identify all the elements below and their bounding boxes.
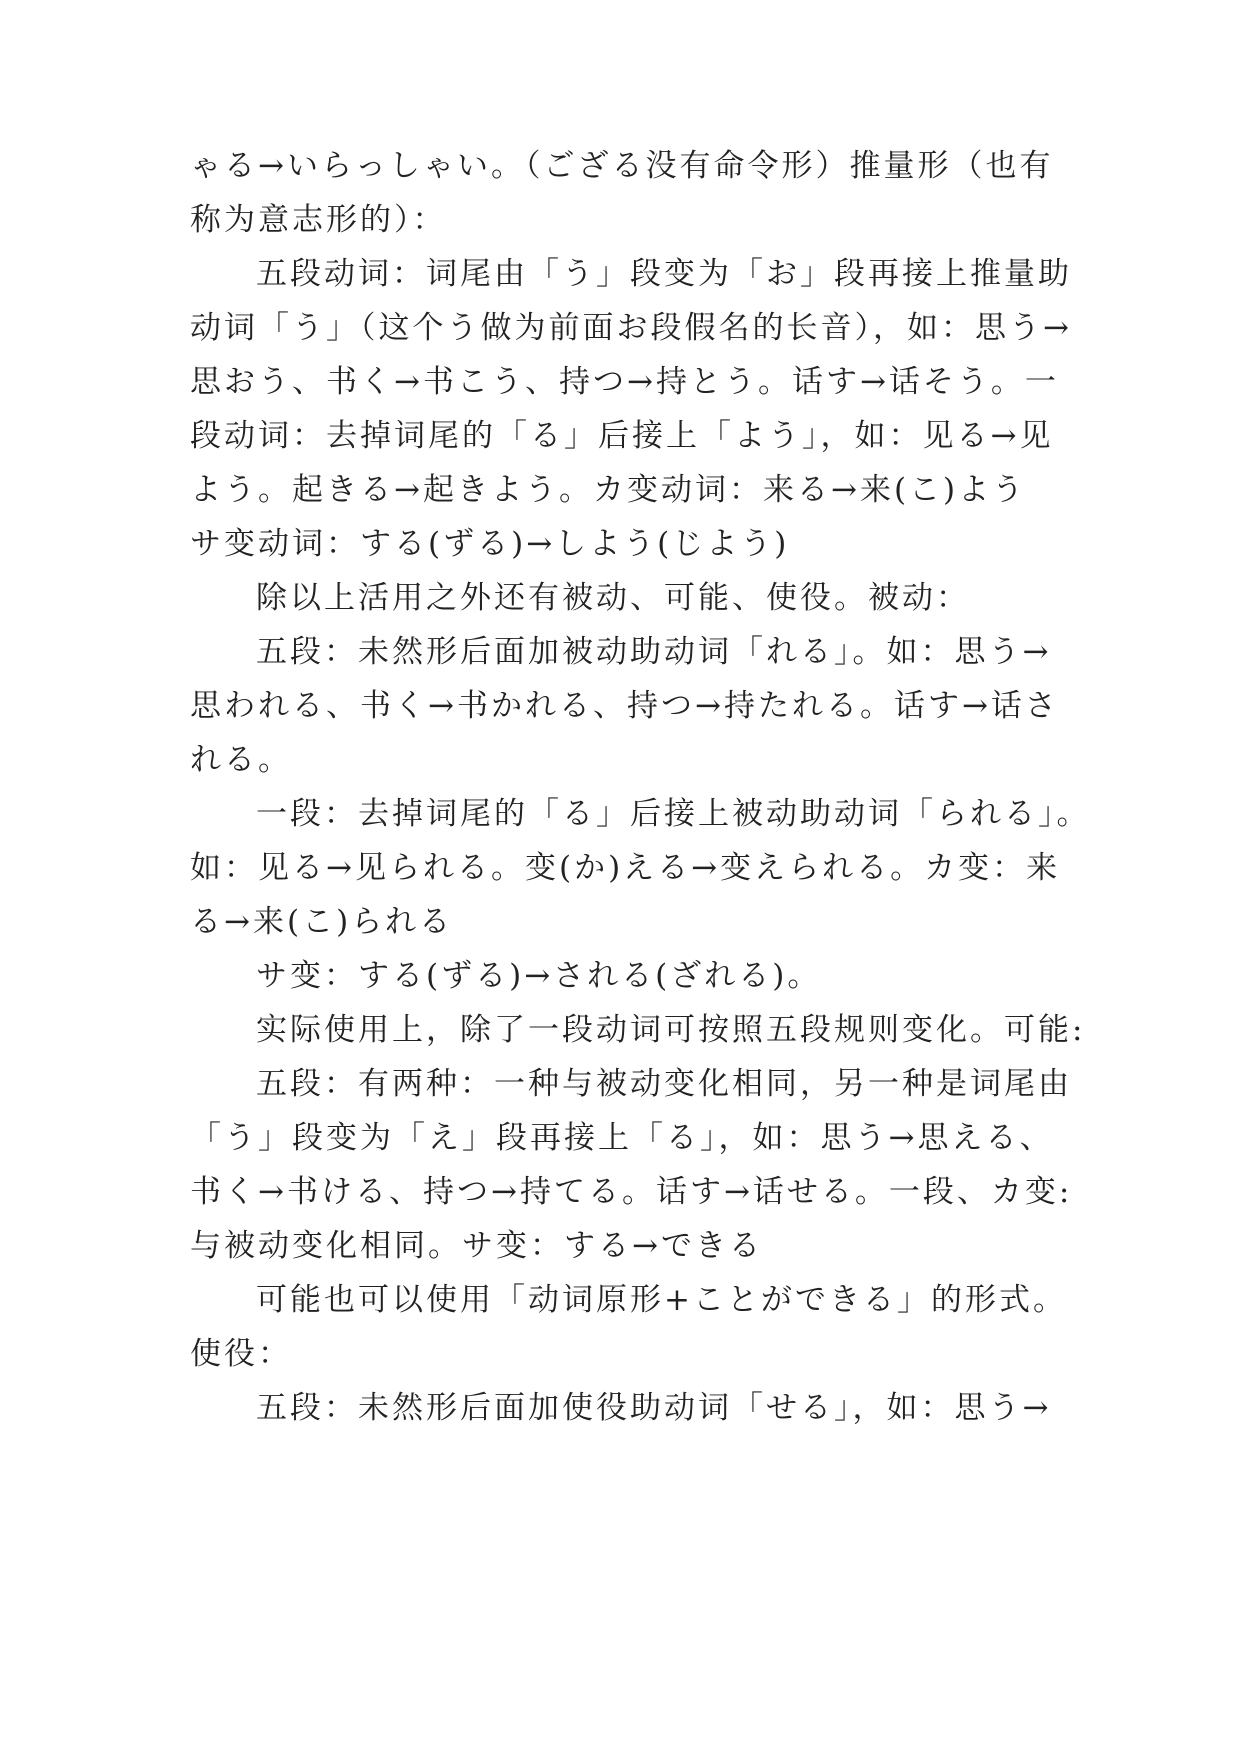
text-line: よう。起きる→起きよう。カ变动词：来る→来(こ)よう <box>190 472 1027 508</box>
text-line: 五段动词：词尾由「う」段变为「お」段再接上推量助 <box>256 256 1072 292</box>
text-line: 五段：未然形后面加被动助动词「れる」。如：思う→ <box>256 634 1052 670</box>
text-line: 书く→书ける、持つ→持てる。话す→话せる。一段、カ变: <box>190 1174 1073 1210</box>
text-line: サ变动词：する(ずる)→しよう(じよう) <box>190 526 790 562</box>
text-line: 实际使用上，除了一段动词可按照五段规则变化。可能: <box>256 1012 1086 1048</box>
text-line: 五段：有两种：一种与被动变化相同，另一种是词尾由 <box>256 1066 1072 1102</box>
text-line: 称为意志形的）： <box>190 202 447 238</box>
text-line: れる。 <box>190 742 292 778</box>
text-line: ゃる→いらっしゃい。（ござる没有命令形）推量形（也有 <box>190 148 1054 184</box>
text-line: 动词「う」（这个う做为前面お段假名的长音），如：思う→ <box>190 310 1072 346</box>
text-line: 「う」段变为「え」段再接上「る」，如：思う→思える、 <box>190 1120 1054 1156</box>
text-line: 五段：未然形后面加使役助动词「せる」，如：思う→ <box>256 1390 1052 1426</box>
text-line: 除以上活用之外还有被动、可能、使役。被动： <box>256 580 970 616</box>
text-line: 如：见る→见られる。变(か)える→变えられる。カ变：来 <box>190 850 1061 886</box>
text-line: 与被动变化相同。サ变：する→できる <box>190 1228 763 1264</box>
text-line: 使役： <box>190 1336 292 1372</box>
text-line: 思われる、书く→书かれる、持つ→持たれる。话す→话さ <box>190 688 1059 724</box>
text-line: 一段：去掉词尾的「る」后接上被动助动词「られる」。 <box>256 796 1091 832</box>
text-line: 可能也可以使用「动词原形+ことができる」的形式。 <box>256 1282 1067 1318</box>
text-line: 思おう、书く→书こう、持つ→持とう。话す→话そう。一 <box>190 364 1059 400</box>
text-line: る→来(こ)られる <box>190 904 454 940</box>
text-line: サ变：する(ずる)→される(ざれる)。 <box>256 958 822 994</box>
text-line: 段动词：去掉词尾的「る」后接上「よう」，如：见る→见 <box>190 418 1054 454</box>
